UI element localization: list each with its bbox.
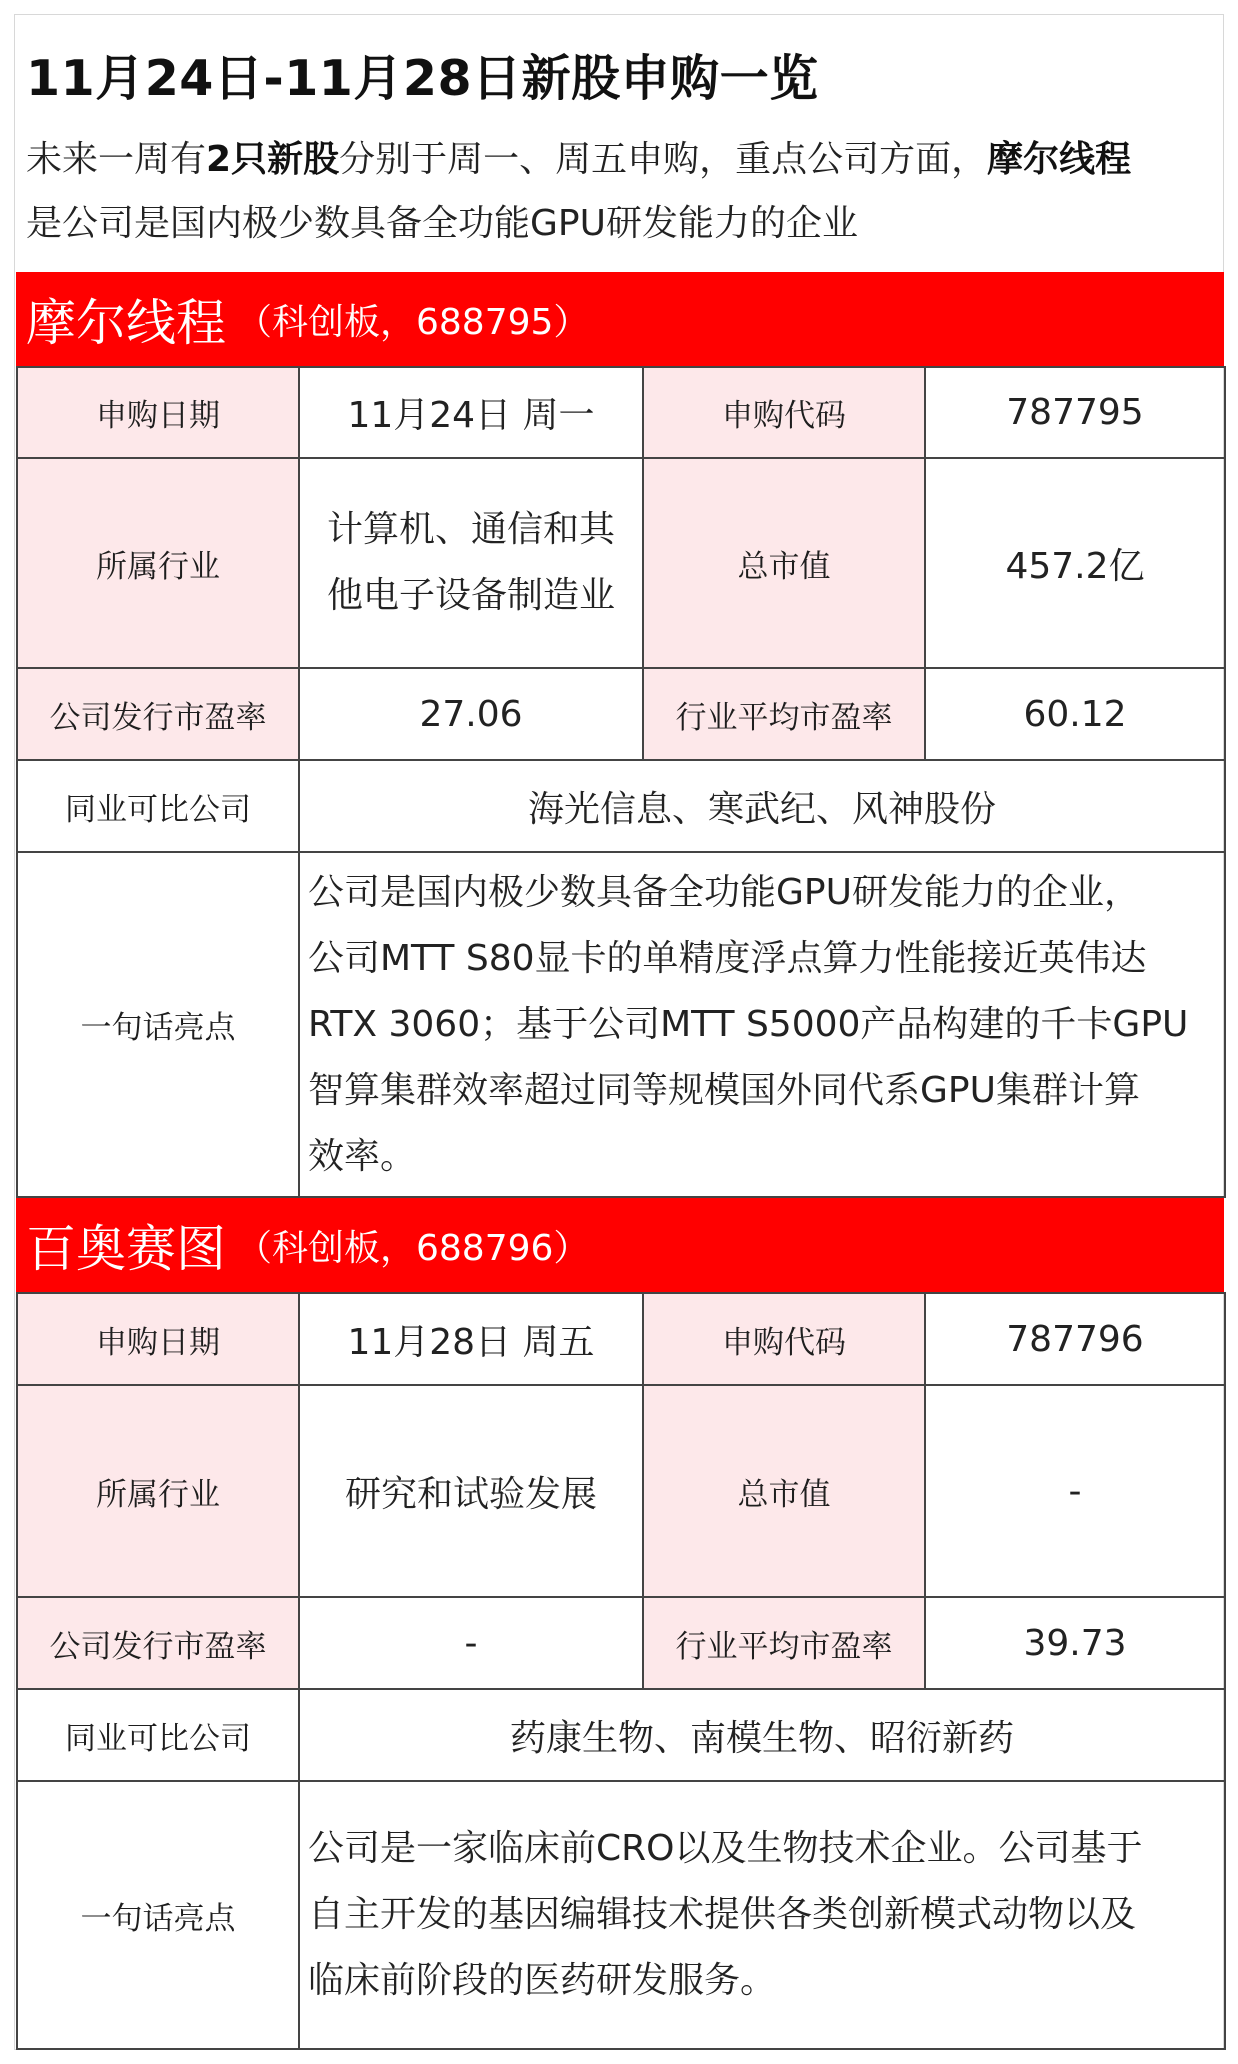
value-subscribe-code: 787796: [925, 1293, 1225, 1385]
stock-table-2: [16, 1292, 1226, 2050]
label-subscribe-date: 申购日期: [17, 367, 299, 458]
label-industry: 所属行业: [17, 1385, 299, 1597]
stock-board-code: （科创板，688796）: [236, 1227, 590, 1269]
highlight-line: 公司是一家临床前CRO以及生物技术企业。公司基于: [308, 1828, 1143, 1869]
stock-board-code: （科创板，688795）: [236, 301, 590, 343]
table-row: [17, 1781, 1225, 2049]
table-row: [17, 668, 1225, 760]
highlight-line: 公司是国内极少数具备全功能GPU研发能力的企业，: [308, 871, 1140, 913]
intro-bold-count: 2只新股: [206, 139, 340, 180]
table-row: [17, 1689, 1225, 1781]
value-industry: 研究和试验发展: [299, 1385, 643, 1597]
highlight-line: 公司MTT S80显卡的单精度浮点算力性能接近英伟达: [308, 937, 1147, 979]
label-subscribe-code: 申购代码: [643, 367, 925, 458]
value-peers: 海光信息、寒武纪、风神股份: [299, 760, 1225, 852]
stock-name: 摩尔线程: [26, 294, 226, 352]
value-highlight: [299, 852, 1225, 1197]
value-industry-pe: 60.12: [925, 668, 1225, 760]
industry-line-1: 计算机、通信和其: [326, 509, 615, 550]
intro-text: [26, 128, 1216, 256]
stock-table-1: [16, 366, 1226, 1198]
intro-part3: 是公司是国内极少数具备全功能GPU研发能力的企业: [26, 203, 858, 244]
industry-line-2: 他电子设备制造业: [326, 575, 615, 616]
label-highlight: 一句话亮点: [17, 852, 299, 1197]
label-market-cap: 总市值: [643, 1385, 925, 1597]
intro-bold-company: 摩尔线程: [987, 139, 1132, 180]
highlight-line: RTX 3060；基于公司MTT S5000产品构建的千卡GPU: [308, 1003, 1189, 1045]
label-industry: 所属行业: [17, 458, 299, 668]
highlight-line: 智算集群效率超过同等规模国外同代系GPU集群计算: [308, 1069, 1140, 1111]
value-market-cap: 457.2亿: [925, 458, 1225, 668]
highlight-line: 效率。: [308, 1135, 417, 1177]
label-subscribe-code: 申购代码: [643, 1293, 925, 1385]
label-subscribe-date: 申购日期: [17, 1293, 299, 1385]
value-subscribe-code: 787795: [925, 367, 1225, 458]
stock-header-1: [16, 272, 1224, 366]
value-subscribe-date: 11月28日 周五: [299, 1293, 643, 1385]
table-row: [17, 367, 1225, 458]
table-row: [17, 458, 1225, 668]
label-highlight: 一句话亮点: [17, 1781, 299, 2049]
label-industry-pe: 行业平均市盈率: [643, 668, 925, 760]
label-issue-pe: 公司发行市盈率: [17, 1597, 299, 1689]
highlight-line: 临床前阶段的医药研发服务。: [308, 1960, 777, 2001]
stock-name: 百奥赛图: [26, 1220, 226, 1278]
value-market-cap: -: [925, 1385, 1225, 1597]
value-subscribe-date: 11月24日 周一: [299, 367, 643, 458]
value-issue-pe: -: [299, 1597, 643, 1689]
value-industry: [299, 458, 643, 668]
page-title: 11月24日-11月28日新股申购一览: [26, 50, 819, 107]
highlight-line: 自主开发的基因编辑技术提供各类创新模式动物以及: [308, 1894, 1137, 1935]
intro-part1: 未来一周有: [26, 139, 207, 180]
label-industry-pe: 行业平均市盈率: [643, 1597, 925, 1689]
table-row: [17, 760, 1225, 852]
intro-part2: 分别于周一、周五申购，重点公司方面，: [339, 139, 988, 180]
value-peers: 药康生物、南模生物、昭衍新药: [299, 1689, 1225, 1781]
table-row: [17, 1385, 1225, 1597]
label-issue-pe: 公司发行市盈率: [17, 668, 299, 760]
label-peers: 同业可比公司: [17, 760, 299, 852]
label-market-cap: 总市值: [643, 458, 925, 668]
value-issue-pe: 27.06: [299, 668, 643, 760]
value-highlight: [299, 1781, 1225, 2049]
table-row: [17, 852, 1225, 1197]
table-row: [17, 1293, 1225, 1385]
table-row: [17, 1597, 1225, 1689]
label-peers: 同业可比公司: [17, 1689, 299, 1781]
stock-header-2: [16, 1198, 1224, 1292]
value-industry-pe: 39.73: [925, 1597, 1225, 1689]
